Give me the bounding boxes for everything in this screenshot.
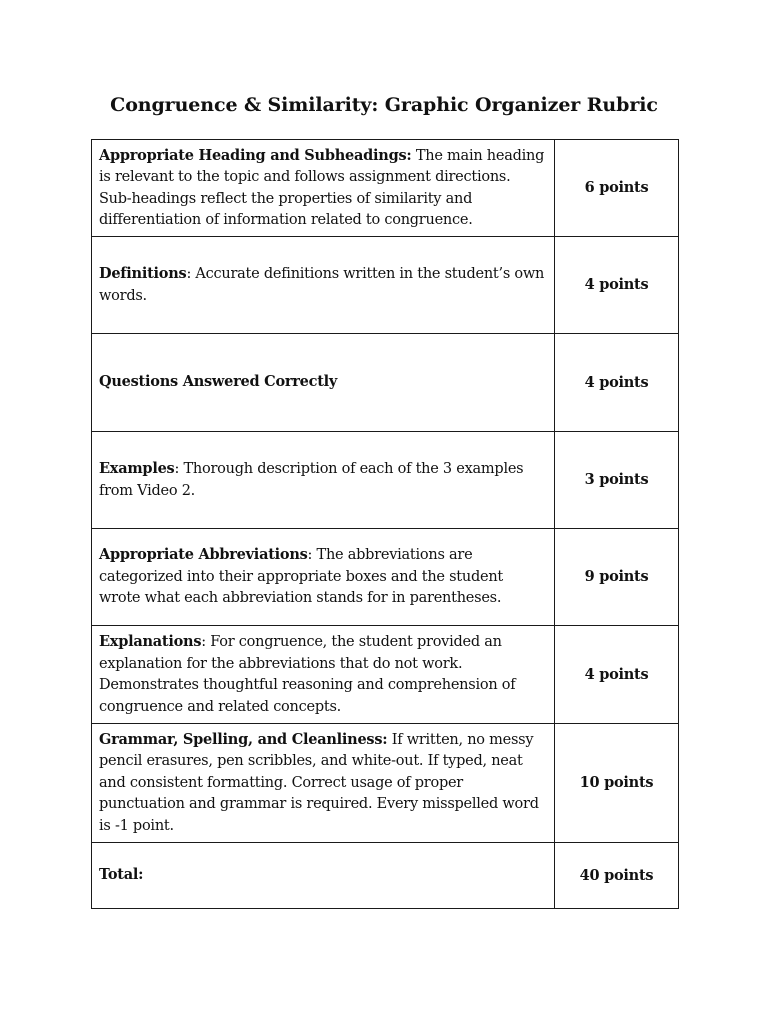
- criterion-cell: [92, 626, 555, 724]
- criterion-name: Appropriate Abbreviations: [99, 546, 308, 564]
- points-cell: 9 points: [555, 529, 679, 626]
- criterion-cell: [92, 724, 555, 843]
- criterion-name: Definitions: [99, 265, 187, 282]
- total-label: Total:: [99, 866, 144, 884]
- criterion-name: Appropriate Heading and Subheadings:: [99, 146, 412, 164]
- points-cell: 6 points: [555, 140, 679, 237]
- criterion-description: : The abbreviations are categorized into their appropriate boxes and the student wrote what each abbreviation stands for in parentheses.: [99, 547, 504, 607]
- criterion-name: Questions Answered Correctly: [99, 373, 338, 391]
- points-cell: 10 points: [555, 724, 679, 843]
- rubric-row-definitions: [92, 237, 679, 334]
- rubric-row-abbreviations: [92, 529, 679, 626]
- rubric-row-questions: [92, 334, 679, 432]
- criterion-name: Examples: [99, 460, 175, 477]
- criterion-cell: [92, 334, 555, 432]
- criterion-description: : Thorough description of each of the 3 examples from Video 2.: [99, 461, 524, 499]
- criterion-cell: [92, 140, 555, 237]
- points-cell: 4 points: [555, 237, 679, 334]
- criterion-description: : Accurate definitions written in the student’s own words.: [99, 266, 545, 304]
- criterion-cell: [92, 529, 555, 626]
- points-cell: 4 points: [555, 626, 679, 724]
- rubric-row-examples: [92, 432, 679, 529]
- rubric-row-grammar: [92, 724, 679, 843]
- criterion-name: Grammar, Spelling, and Cleanliness:: [99, 730, 388, 748]
- criterion-description: The main heading is relevant to the topic and follows assignment directions. Sub-headings reflect the properties of similarity and differentiation of information related to congruence.: [99, 147, 545, 228]
- rubric-row-explanations: [92, 626, 679, 724]
- points-cell: 4 points: [555, 334, 679, 432]
- criterion-name: Explanations: [99, 633, 202, 650]
- criterion-cell: [92, 237, 555, 334]
- rubric-table: [91, 139, 679, 909]
- criterion-description: If written, no messy pencil erasures, pen scribbles, and white-out. If typed, neat and consistent formatting. Correct usage of proper punctuation and grammar is required. Every misspelled word is -1 point.: [99, 731, 539, 834]
- total-points-cell: 40 points: [555, 843, 679, 909]
- rubric-row-heading: [92, 140, 679, 237]
- criterion-cell: [92, 432, 555, 529]
- criterion-description: : For congruence, the student provided an explanation for the abbreviations that do not work. Demonstrates thoughtful reasoning and comprehension of congruence and related concepts.: [99, 634, 516, 715]
- rubric-row-total: [92, 843, 679, 909]
- points-cell: 3 points: [555, 432, 679, 529]
- page-title: Congruence & Similarity: Graphic Organizer Rubric: [110, 94, 658, 116]
- total-label-cell: [92, 843, 555, 909]
